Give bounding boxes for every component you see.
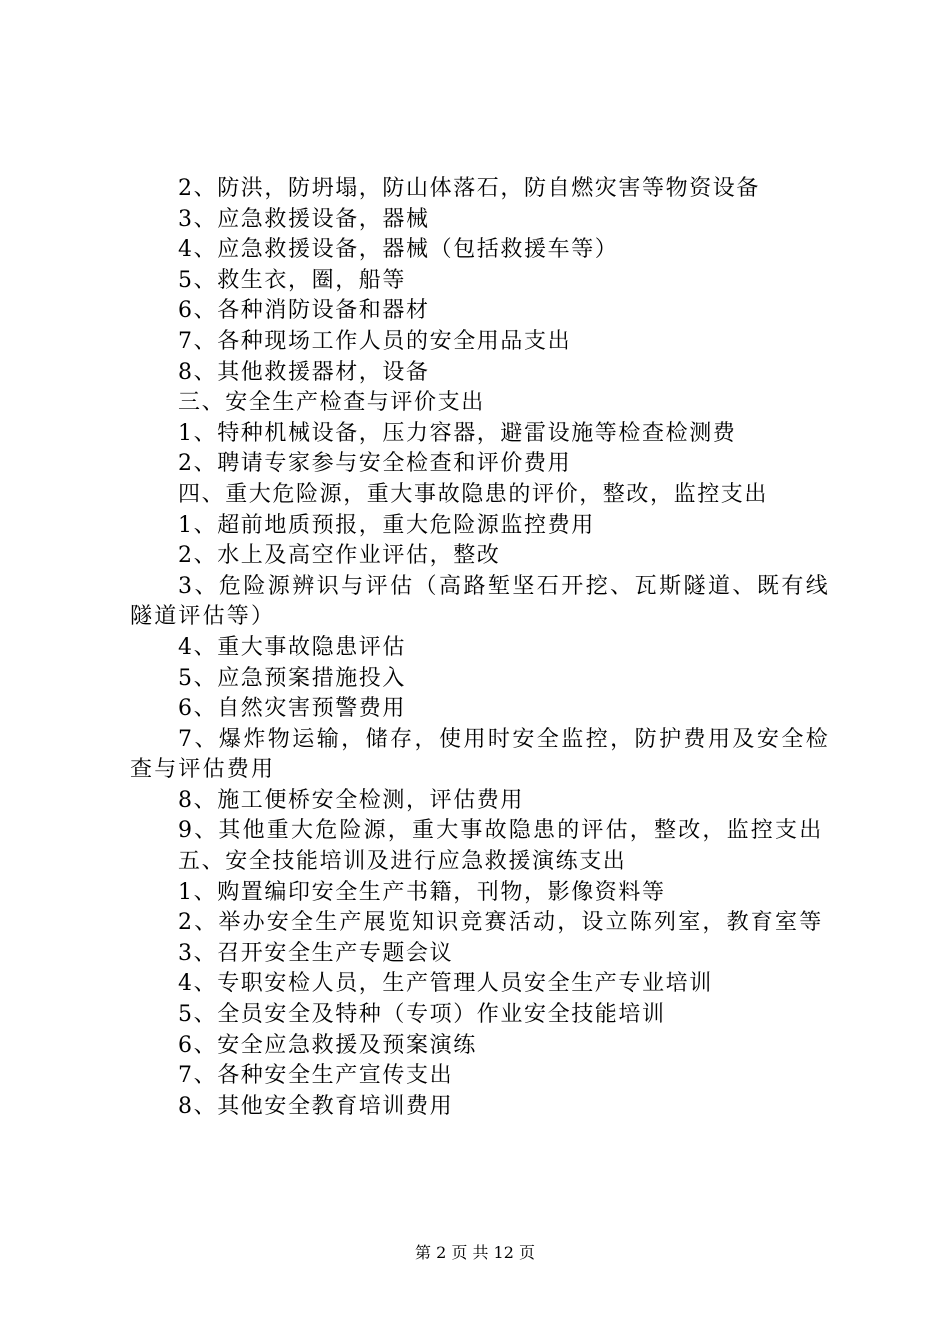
list-item: 7、爆炸物运输，储存，使用时安全监控，防护费用及安全检查与评估费用	[130, 726, 830, 783]
document-body	[130, 174, 830, 1122]
list-item: 5、救生衣，圈，船等	[178, 267, 406, 293]
list-item: 2、举办安全生产展览知识竞赛活动，设立陈列室，教育室等	[178, 910, 824, 936]
list-item: 1、购置编印安全生产书籍，刊物，影像资料等	[178, 879, 666, 905]
list-item: 6、安全应急救援及预案演练	[178, 1032, 477, 1058]
list-item: 4、专职安检人员，生产管理人员安全生产专业培训	[178, 971, 713, 997]
section-heading: 三、安全生产检查与评价支出	[178, 390, 485, 416]
list-item: 1、超前地质预报，重大危险源监控费用	[178, 512, 595, 538]
page-footer: 第 2 页 共 12 页	[415, 1243, 535, 1262]
list-item: 8、施工便桥安全检测，评估费用	[178, 787, 524, 813]
list-item: 2、水上及高空作业评估，整改	[178, 543, 501, 569]
list-item: 2、防洪，防坍塌，防山体落石，防自燃灾害等物资设备	[178, 176, 760, 201]
list-item: 5、全员安全及特种（专项）作业安全技能培训	[178, 1002, 666, 1028]
list-item: 5、应急预案措施投入	[178, 665, 406, 691]
list-item: 6、各种消防设备和器材	[178, 298, 430, 324]
list-item: 9、其他重大危险源，重大事故隐患的评估，整改，监控支出	[178, 818, 824, 844]
list-item: 6、自然灾害预警费用	[178, 696, 406, 722]
list-item: 8、其他救援器材，设备	[178, 359, 430, 385]
list-item: 8、其他安全教育培训费用	[178, 1093, 454, 1119]
list-item: 3、危险源辨识与评估（高路堑坚石开挖、瓦斯隧道、既有线隧道评估等）	[130, 573, 830, 630]
list-item: 3、应急救援设备，器械	[178, 206, 430, 232]
section-heading: 五、安全技能培训及进行应急救援演练支出	[178, 849, 627, 875]
list-item: 1、特种机械设备，压力容器，避雷设施等检查检测费	[178, 420, 737, 446]
list-item: 2、聘请专家参与安全检查和评价费用	[178, 451, 572, 477]
list-item: 7、各种现场工作人员的安全用品支出	[178, 328, 572, 354]
list-item: 4、重大事故隐患评估	[178, 634, 406, 660]
list-item: 4、应急救援设备，器械（包括救援车等）	[178, 237, 619, 263]
section-heading: 四、重大危险源，重大事故隐患的评价，整改，监控支出	[178, 481, 769, 507]
list-item: 7、各种安全生产宣传支出	[178, 1063, 454, 1089]
list-item: 3、召开安全生产专题会议	[178, 940, 454, 966]
